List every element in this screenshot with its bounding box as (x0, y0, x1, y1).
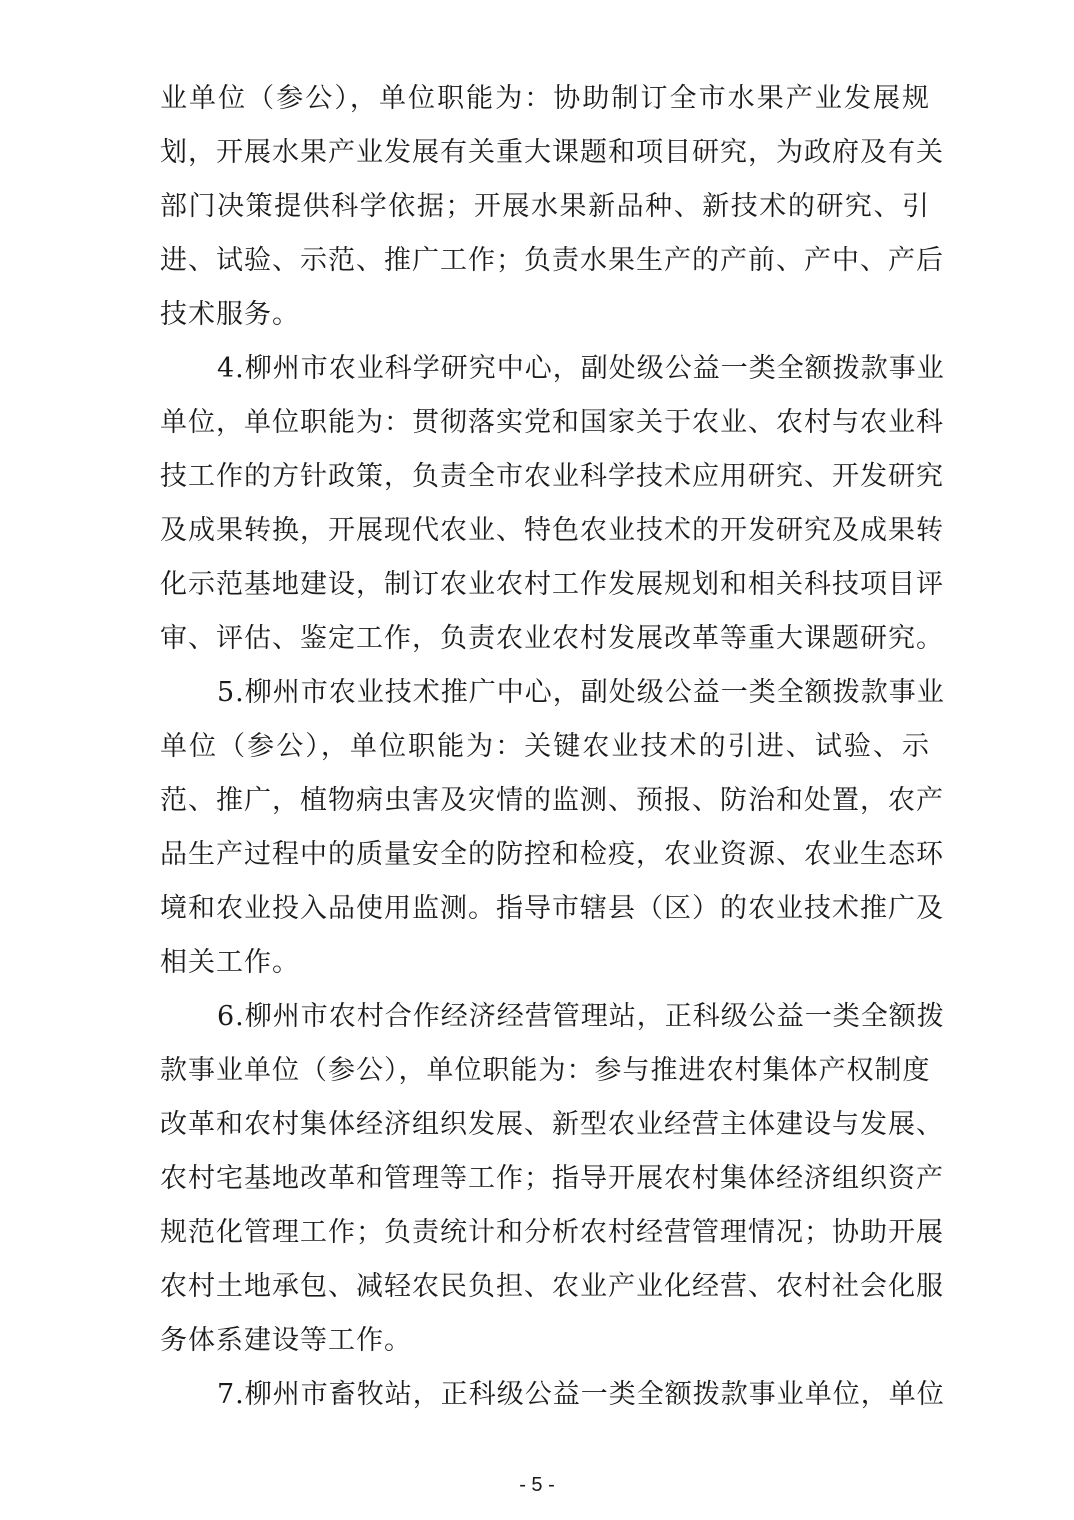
text-line: 及成果转换，开展现代农业、特色农业技术的开发研究及成果转 (160, 515, 944, 546)
text-line: 相关工作。 (160, 947, 300, 978)
text-line: 品生产过程中的质量安全的防控和检疫，农业资源、农业生态环 (160, 839, 944, 870)
text-line: 农村土地承包、减轻农民负担、农业产业化经营、农村社会化服 (160, 1271, 944, 1302)
text-line: 范、推广，植物病虫害及灾情的监测、预报、防治和处置，农产 (160, 785, 944, 816)
text-line: 单位，单位职能为：贯彻落实党和国家关于农业、农村与农业科 (160, 407, 944, 438)
text-line: 进、试验、示范、推广工作；负责水果生产的产前、产中、产后 (160, 245, 944, 276)
document-body (160, 72, 945, 1422)
text-line: 划，开展水果产业发展有关重大课题和项目研究，为政府及有关 (160, 137, 944, 168)
paragraph-7-first-line: 7.柳州市畜牧站，正科级公益一类全额拨款事业单位，单位 (217, 1379, 945, 1410)
text-line: 境和农业投入品使用监测。指导市辖县（区）的农业技术推广及 (160, 893, 944, 924)
text-line: 业单位（参公），单位职能为：协助制订全市水果产业发展规 (160, 83, 930, 114)
paragraph-5-first-line: 5.柳州市农业技术推广中心，副处级公益一类全额拨款事业 (217, 677, 945, 708)
text-line: 化示范基地建设，制订农业农村工作发展规划和相关科技项目评 (160, 569, 944, 600)
page-number: - 5 - (519, 1474, 555, 1496)
text-line: 务体系建设等工作。 (160, 1325, 412, 1356)
text-line: 单位（参公），单位职能为：关键农业技术的引进、试验、示 (160, 731, 930, 762)
paragraph-6-first-line: 6.柳州市农村合作经济经营管理站，正科级公益一类全额拨 (217, 1001, 945, 1032)
text-line: 规范化管理工作；负责统计和分析农村经营管理情况；协助开展 (160, 1217, 944, 1248)
text-line: 款事业单位（参公），单位职能为：参与推进农村集体产权制度 (160, 1055, 931, 1086)
text-line: 审、评估、鉴定工作，负责农业农村发展改革等重大课题研究。 (160, 623, 944, 654)
text-line: 农村宅基地改革和管理等工作；指导开展农村集体经济组织资产 (160, 1163, 944, 1194)
text-line: 部门决策提供科学依据；开展水果新品种、新技术的研究、引 (160, 191, 930, 222)
paragraph-4-first-line: 4.柳州市农业科学研究中心，副处级公益一类全额拨款事业 (217, 353, 945, 384)
text-line: 技术服务。 (160, 299, 300, 330)
text-line: 改革和农村集体经济组织发展、新型农业经营主体建设与发展、 (160, 1109, 944, 1140)
text-line: 技工作的方针政策，负责全市农业科学技术应用研究、开发研究 (160, 461, 944, 492)
